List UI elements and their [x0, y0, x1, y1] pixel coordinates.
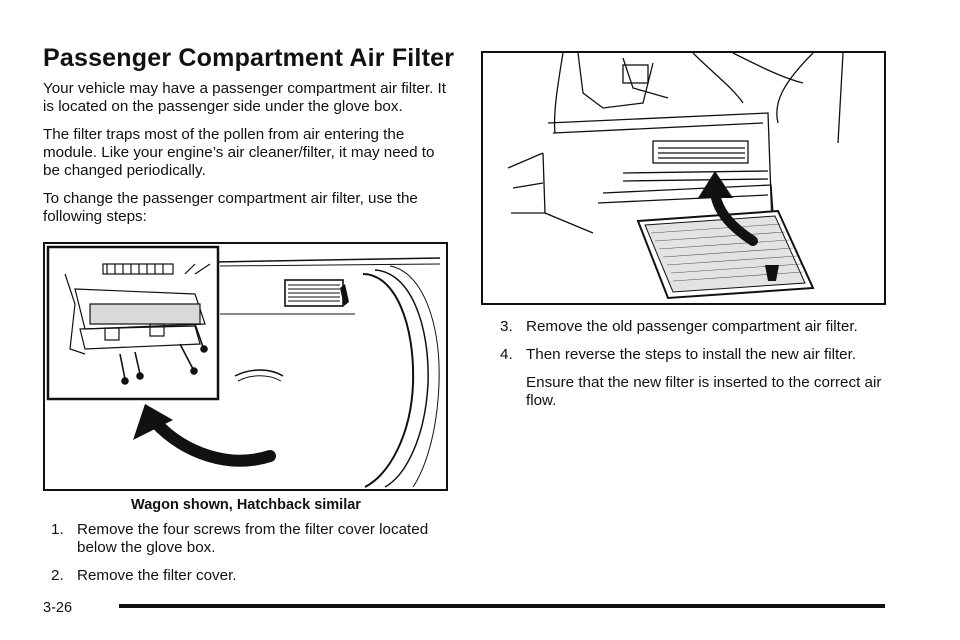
step-number: 2. — [51, 567, 64, 584]
intro-paragraph: Your vehicle may have a passenger compartment air filter. It is located on the passenger side under the glove box. — [43, 80, 446, 115]
page-number: 3-26 — [43, 600, 73, 616]
list-item — [43, 567, 453, 585]
list-item — [492, 346, 892, 364]
list-item — [43, 521, 453, 557]
list-item — [492, 318, 892, 336]
step-text: Remove the four screws from the filter cover located below the glove box. — [77, 521, 429, 556]
figure-caption: Wagon shown, Hatchback similar — [131, 497, 361, 513]
steps-list-left — [43, 521, 453, 595]
glove-box-illustration — [43, 242, 448, 491]
step-text: Remove the filter cover. — [77, 567, 237, 584]
step-number: 3. — [500, 318, 513, 335]
intro-paragraph: To change the passenger compartment air filter, use the following steps: — [43, 190, 418, 225]
footer-rule — [119, 604, 885, 608]
step-note: Ensure that the new filter is inserted to the correct air flow. — [526, 374, 882, 409]
intro-paragraph: The filter traps most of the pollen from air entering the module. Like your engine’s air cleaner/filter, it may need to be changed periodically. — [43, 126, 435, 179]
step-text: Then reverse the steps to install the new air filter. — [526, 346, 857, 363]
step-text: Remove the old passenger compartment air filter. — [526, 318, 858, 335]
step-number: 4. — [500, 346, 513, 363]
filter-removal-drawing — [483, 53, 884, 303]
steps-list-right — [492, 318, 892, 420]
glove-box-drawing — [45, 244, 446, 489]
intro-text — [43, 80, 449, 236]
page-title: Passenger Compartment Air Filter — [43, 44, 455, 72]
filter-removal-illustration — [481, 51, 886, 305]
step-number: 1. — [51, 521, 64, 538]
